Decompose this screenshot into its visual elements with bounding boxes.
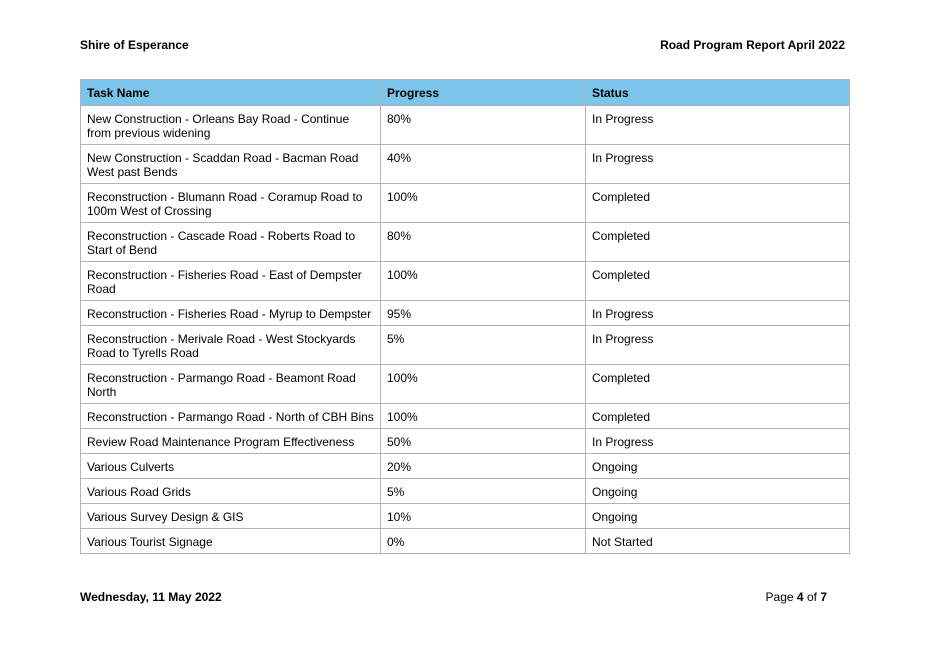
table-row: [81, 326, 850, 365]
progress-cell: 100%: [381, 262, 586, 301]
page-prefix: Page: [765, 590, 794, 604]
task-name-cell: Various Road Grids: [81, 479, 381, 504]
task-name-cell: Reconstruction - Merivale Road - West Stockyards Road to Tyrells Road: [81, 326, 381, 365]
status-cell: In Progress: [586, 326, 850, 365]
table-row: [81, 404, 850, 429]
progress-cell: 80%: [381, 223, 586, 262]
status-cell: In Progress: [586, 145, 850, 184]
status-cell: Ongoing: [586, 504, 850, 529]
progress-cell: 5%: [381, 326, 586, 365]
page-of: of: [806, 590, 817, 604]
progress-cell: 80%: [381, 106, 586, 145]
progress-cell: 10%: [381, 504, 586, 529]
table-row: [81, 145, 850, 184]
page-total: 7: [820, 590, 827, 604]
table-row: [81, 529, 850, 554]
task-name-cell: Various Tourist Signage: [81, 529, 381, 554]
status-cell: Ongoing: [586, 479, 850, 504]
progress-cell: 20%: [381, 454, 586, 479]
column-header-status: Status: [586, 80, 850, 106]
status-cell: Completed: [586, 404, 850, 429]
table-row: [81, 301, 850, 326]
table-header-row: [81, 80, 850, 106]
table-row: [81, 223, 850, 262]
report-date: Wednesday, 11 May 2022: [80, 590, 222, 604]
status-cell: Completed: [586, 223, 850, 262]
column-header-progress: Progress: [381, 80, 586, 106]
status-cell: In Progress: [586, 301, 850, 326]
status-cell: In Progress: [586, 429, 850, 454]
task-name-cell: Reconstruction - Parmango Road - Beamont Road North: [81, 365, 381, 404]
column-header-task-name: Task Name: [81, 80, 381, 106]
task-name-cell: Reconstruction - Cascade Road - Roberts Road to Start of Bend: [81, 223, 381, 262]
task-name-cell: Various Survey Design & GIS: [81, 504, 381, 529]
road-program-table: [80, 79, 850, 554]
task-name-cell: Reconstruction - Parmango Road - North of CBH Bins: [81, 404, 381, 429]
table-row: [81, 106, 850, 145]
task-name-cell: Reconstruction - Blumann Road - Coramup Road to 100m West of Crossing: [81, 184, 381, 223]
page-number: [766, 590, 827, 604]
progress-cell: 40%: [381, 145, 586, 184]
progress-cell: 0%: [381, 529, 586, 554]
status-cell: Completed: [586, 365, 850, 404]
page-current: 4: [796, 590, 804, 604]
task-name-cell: Reconstruction - Fisheries Road - Myrup to Dempster: [81, 301, 381, 326]
progress-cell: 100%: [381, 184, 586, 223]
progress-cell: 100%: [381, 404, 586, 429]
status-cell: In Progress: [586, 106, 850, 145]
table-row: [81, 365, 850, 404]
task-name-cell: Review Road Maintenance Program Effectiveness: [81, 429, 381, 454]
table-row: [81, 184, 850, 223]
progress-cell: 50%: [381, 429, 586, 454]
organisation-name: Shire of Esperance: [80, 38, 189, 52]
table-row: [81, 262, 850, 301]
progress-cell: 95%: [381, 301, 586, 326]
task-name-cell: New Construction - Scaddan Road - Bacman Road West past Bends: [81, 145, 381, 184]
task-name-cell: Reconstruction - Fisheries Road - East of Dempster Road: [81, 262, 381, 301]
task-name-cell: Various Culverts: [81, 454, 381, 479]
report-title: Road Program Report April 2022: [660, 38, 845, 52]
status-cell: Ongoing: [586, 454, 850, 479]
table-row: [81, 504, 850, 529]
status-cell: Completed: [586, 262, 850, 301]
task-name-cell: New Construction - Orleans Bay Road - Continue from previous widening: [81, 106, 381, 145]
table-row: [81, 454, 850, 479]
table-row: [81, 479, 850, 504]
progress-cell: 5%: [381, 479, 586, 504]
status-cell: Not Started: [586, 529, 850, 554]
progress-cell: 100%: [381, 365, 586, 404]
status-cell: Completed: [586, 184, 850, 223]
table-row: [81, 429, 850, 454]
